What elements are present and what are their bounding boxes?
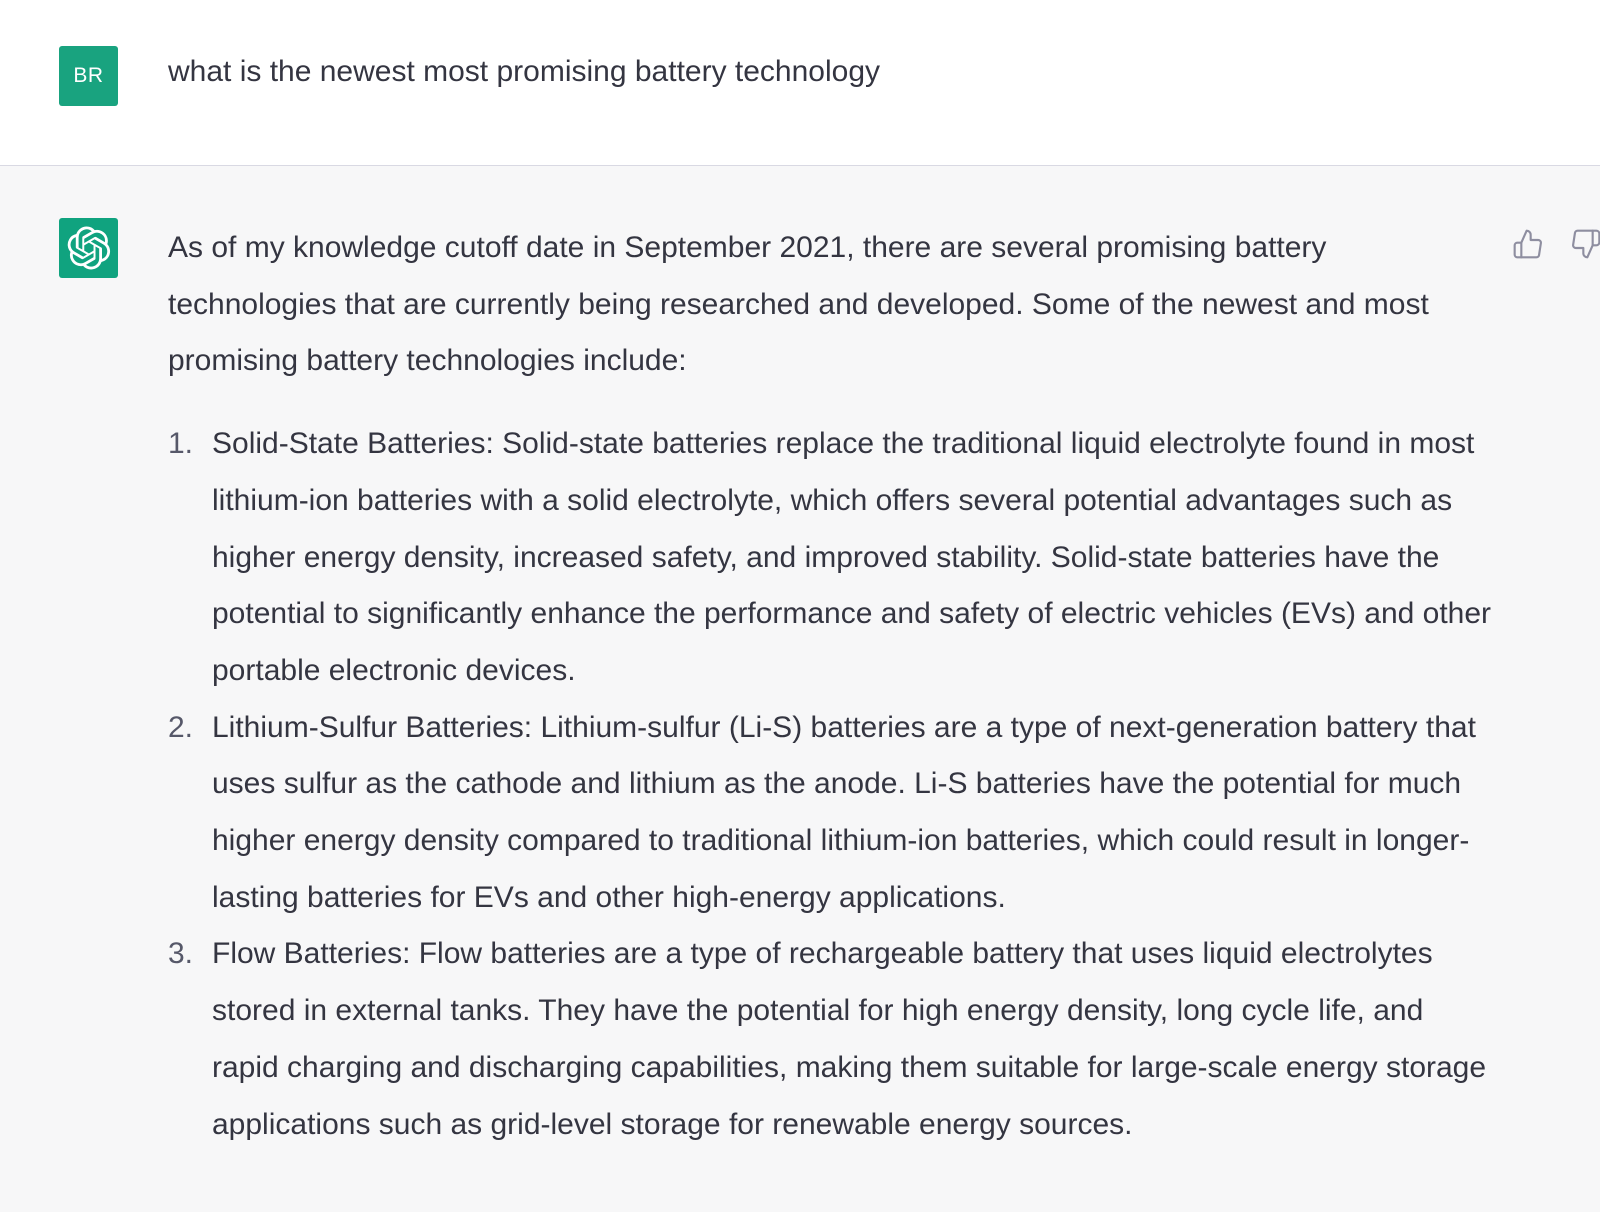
list-item [168,926,1498,1153]
battery-technology-list [168,416,1498,1153]
list-item-number: 1. [168,427,194,461]
assistant-message-row [0,166,1600,1212]
assistant-message-content [168,220,1498,1153]
user-avatar-initials: BR [73,64,104,87]
list-item-number: 3. [168,937,194,971]
list-item [168,700,1498,927]
list-item-text: Solid-State Batteries: Solid-state batteries replace the traditional liquid electrolyte found in most lithium-ion batteries with a solid electrolyte, which offers several potential advantages such as higher energy density, increased safety, and improved stability. Solid-state batteries have the potential to significantly enhance the performance and safety of electric vehicles (EVs) and other portable electronic devices. [212,427,1492,687]
list-item-text: Lithium-Sulfur Batteries: Lithium-sulfur (Li-S) batteries are a type of next-generation battery that uses sulfur as the cathode and lithium as the anode. Li-S batteries have the potential for much higher energy density compared to traditional lithium-ion batteries, which could result in longer-lasting batteries for EVs and other high-energy applications. [212,710,1476,914]
list-item-number: 2. [168,710,194,744]
user-avatar [59,46,118,106]
assistant-avatar [59,218,118,278]
thumbs-up-button[interactable] [1510,226,1546,262]
feedback-buttons [1510,226,1600,262]
user-message-row [0,0,1600,166]
thumbs-down-icon [1570,228,1600,260]
assistant-intro-text: As of my knowledge cutoff date in September 2021, there are several promising battery technologies that are currently being researched and developed. Some of the newest and most promising battery technologies include: [168,231,1429,378]
openai-logo-icon [67,226,111,270]
user-message-text: what is the newest most promising battery technology [168,55,881,88]
thumbs-down-button[interactable] [1568,226,1600,262]
list-item-text: Flow Batteries: Flow batteries are a type of rechargeable battery that uses liquid electrolytes stored in external tanks. They have the potential for high energy density, long cycle life, and rapid charging and discharging capabilities, making them suitable for large-scale energy storage applications such as grid-level storage for renewable energy sources. [212,937,1487,1141]
list-item [168,416,1498,700]
thumbs-up-icon [1512,228,1544,260]
